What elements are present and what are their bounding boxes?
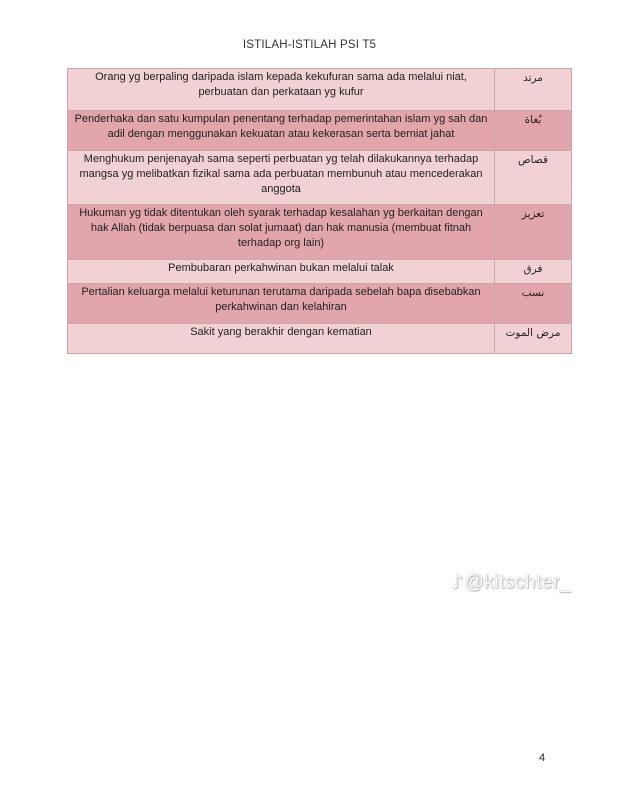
definition-cell: Sakit yang berakhir dengan kematian bbox=[68, 324, 495, 354]
term-cell: تعزيز bbox=[495, 205, 572, 260]
term-cell: مرض الموت bbox=[495, 324, 572, 354]
table-row bbox=[68, 151, 572, 205]
table-row bbox=[68, 69, 572, 111]
table-row bbox=[68, 111, 572, 151]
table-row bbox=[68, 324, 572, 354]
watermark bbox=[451, 571, 571, 594]
definition-cell: Orang yg berpaling daripada islam kepada kekufuran sama ada melalui niat, perbuatan dan perkataan yg kufur bbox=[68, 69, 495, 111]
definition-cell: Pembubaran perkahwinan bukan melalui talak bbox=[68, 260, 495, 284]
term-cell: مرتد bbox=[495, 69, 572, 111]
table-row bbox=[68, 205, 572, 260]
term-cell: بُغاة bbox=[495, 111, 572, 151]
terms-table bbox=[67, 68, 572, 354]
definition-cell: Pertalian keluarga melalui keturunan terutama daripada sebelah bapa disebabkan perkahwinan dan kelahiran bbox=[68, 284, 495, 324]
term-cell: قصاص bbox=[495, 151, 572, 205]
table-row bbox=[68, 284, 572, 324]
term-cell: فرق bbox=[495, 260, 572, 284]
table-row bbox=[68, 260, 572, 284]
watermark-text: @kitschter_ bbox=[464, 572, 571, 593]
definition-cell: Penderhaka dan satu kumpulan penentang terhadap pemerintahan islam yg sah dan adil dengan menggunakan kekuatan atau kekerasan serta berniat jahat bbox=[68, 111, 495, 151]
definition-cell: Menghukum penjenayah sama seperti perbuatan yg telah dilakukannya terhadap mangsa yg melibatkan fizikal sama ada perbuatan membunuh atau mencederakan anggota bbox=[68, 151, 495, 205]
term-cell: نسب bbox=[495, 284, 572, 324]
tiktok-logo-icon: ♪ bbox=[451, 571, 464, 593]
page-number: 4 bbox=[539, 752, 546, 764]
page-title: ISTILAH-ISTILAH PSI T5 bbox=[242, 39, 377, 51]
definition-cell: Hukuman yg tidak ditentukan oleh syarak terhadap kesalahan yg berkaitan dengan hak Allah (tidak berpuasa dan solat jumaat) dan hak manusia (membuat fitnah terhadap org lain) bbox=[68, 205, 495, 260]
